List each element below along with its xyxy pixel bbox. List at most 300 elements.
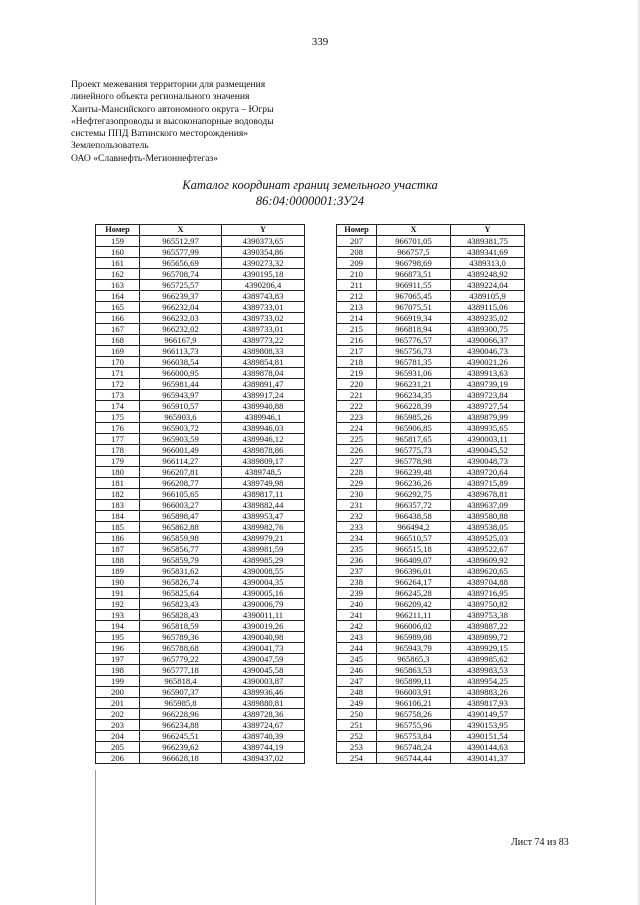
- cell-number: 238: [337, 577, 377, 588]
- cell-number: 221: [337, 390, 377, 401]
- cell-y: 4390003,11: [451, 434, 525, 445]
- cell-y: 4389882,44: [222, 500, 305, 511]
- cell-x: 965788,68: [140, 643, 222, 654]
- table-row: [96, 280, 305, 291]
- cell-number: 232: [337, 511, 377, 522]
- cell-y: 4389716,95: [451, 588, 525, 599]
- cell-number: 251: [337, 720, 377, 731]
- cell-x: 965758,26: [377, 709, 451, 720]
- cell-x: 965753,84: [377, 731, 451, 742]
- cell-y: 4389946,12: [222, 434, 305, 445]
- table-row: [96, 676, 305, 687]
- table-row: [96, 753, 305, 764]
- cell-y: 4389224,04: [451, 280, 525, 291]
- column-header-number: Номер: [337, 225, 377, 236]
- table-header-row: [337, 225, 525, 236]
- cell-y: 4389723,84: [451, 390, 525, 401]
- cell-x: 966239,48: [377, 467, 451, 478]
- table-row: [337, 698, 525, 709]
- cell-x: 965708,74: [140, 269, 222, 280]
- cell-y: 4389985,29: [222, 555, 305, 566]
- cell-number: 208: [337, 247, 377, 258]
- cell-number: 241: [337, 610, 377, 621]
- table-row: [337, 456, 525, 467]
- cell-number: 242: [337, 621, 377, 632]
- cell-number: 222: [337, 401, 377, 412]
- table-row: [337, 434, 525, 445]
- cell-number: 185: [96, 522, 140, 533]
- cell-x: 966515,18: [377, 544, 451, 555]
- cell-y: 4389313,0: [451, 258, 525, 269]
- cell-y: 4389946,03: [222, 423, 305, 434]
- table-row: [96, 247, 305, 258]
- cell-x: 965865,3: [377, 654, 451, 665]
- header-line: «Нефтегазопроводы и высоконапорные водоводы: [71, 115, 274, 127]
- cell-y: 4389525,03: [451, 533, 525, 544]
- cell-x: 966357,72: [377, 500, 451, 511]
- cell-x: 965744,44: [377, 753, 451, 764]
- cell-y: 4389733,01: [222, 324, 305, 335]
- table-row: [337, 423, 525, 434]
- project-header: [71, 79, 371, 165]
- table-row: [337, 445, 525, 456]
- cell-y: 4389985,62: [451, 654, 525, 665]
- table-header-row: [96, 225, 305, 236]
- cell-x: 966818,94: [377, 324, 451, 335]
- coordinates-table-left: [95, 224, 305, 764]
- table-row: [337, 577, 525, 588]
- cell-number: 216: [337, 335, 377, 346]
- cell-y: 4389917,24: [222, 390, 305, 401]
- cell-number: 237: [337, 566, 377, 577]
- cell-x: 965789,36: [140, 632, 222, 643]
- cell-x: 965755,96: [377, 720, 451, 731]
- cell-number: 181: [96, 478, 140, 489]
- cell-x: 965985,26: [377, 412, 451, 423]
- table-row: [96, 544, 305, 555]
- cell-x: 965779,22: [140, 654, 222, 665]
- cell-x: 965656,69: [140, 258, 222, 269]
- cell-x: 965856,77: [140, 544, 222, 555]
- cell-y: 4390141,37: [451, 753, 525, 764]
- cell-number: 235: [337, 544, 377, 555]
- table-row: [337, 280, 525, 291]
- cell-number: 186: [96, 533, 140, 544]
- cell-y: 4389953,47: [222, 511, 305, 522]
- cell-x: 966113,73: [140, 346, 222, 357]
- table-row: [96, 291, 305, 302]
- table-row: [96, 665, 305, 676]
- table-row: [96, 511, 305, 522]
- cell-x: 966234,88: [140, 720, 222, 731]
- cell-number: 164: [96, 291, 140, 302]
- cell-x: 966114,27: [140, 456, 222, 467]
- cell-y: 4389728,36: [222, 709, 305, 720]
- cell-y: 4389954,25: [451, 676, 525, 687]
- header-line: системы ППД Ватинского месторождения»: [71, 128, 249, 140]
- table-row: [337, 610, 525, 621]
- cell-y: 4389935,65: [451, 423, 525, 434]
- cell-x: 966494,2: [377, 522, 451, 533]
- cell-number: 199: [96, 676, 140, 687]
- cell-x: 966038,54: [140, 357, 222, 368]
- cell-number: 211: [337, 280, 377, 291]
- table-row: [337, 478, 525, 489]
- cell-x: 965943,79: [377, 643, 451, 654]
- table-row: [337, 643, 525, 654]
- table-row: [337, 742, 525, 753]
- cell-x: 965989,08: [377, 632, 451, 643]
- cell-y: 4389891,47: [222, 379, 305, 390]
- cell-x: 966003,91: [377, 687, 451, 698]
- cell-number: 190: [96, 577, 140, 588]
- cell-number: 207: [337, 236, 377, 247]
- cell-x: 966292,75: [377, 489, 451, 500]
- table-row: [96, 390, 305, 401]
- cell-y: 4389341,69: [451, 247, 525, 258]
- cell-x: 966264,17: [377, 577, 451, 588]
- cell-number: 195: [96, 632, 140, 643]
- cell-x: 966211,11: [377, 610, 451, 621]
- table-row: [337, 511, 525, 522]
- cell-number: 173: [96, 390, 140, 401]
- table-row: [337, 687, 525, 698]
- column-header-y: Y: [222, 225, 305, 236]
- cell-y: 4389522,67: [451, 544, 525, 555]
- cell-number: 218: [337, 357, 377, 368]
- cell-x: 966396,01: [377, 566, 451, 577]
- cell-number: 204: [96, 731, 140, 742]
- cell-number: 213: [337, 302, 377, 313]
- cell-y: 4389300,75: [451, 324, 525, 335]
- cell-number: 175: [96, 412, 140, 423]
- cell-y: 4389883,26: [451, 687, 525, 698]
- cell-y: 4389773,22: [222, 335, 305, 346]
- header-line: ОАО «Славнефть-Мегионнефтегаз»: [71, 152, 219, 164]
- cell-x: 966236,26: [377, 478, 451, 489]
- cell-number: 188: [96, 555, 140, 566]
- cell-y: 4389538,05: [451, 522, 525, 533]
- cell-y: 4390040,98: [222, 632, 305, 643]
- cell-y: 4389887,22: [451, 621, 525, 632]
- cell-y: 4389678,81: [451, 489, 525, 500]
- cell-number: 219: [337, 368, 377, 379]
- cell-number: 236: [337, 555, 377, 566]
- cell-y: 4389940,88: [222, 401, 305, 412]
- cell-y: 4389809,17: [222, 456, 305, 467]
- cell-number: 163: [96, 280, 140, 291]
- cell-x: 965776,57: [377, 335, 451, 346]
- table-row: [96, 731, 305, 742]
- table-body-left: [96, 236, 305, 764]
- cell-y: 4389749,98: [222, 478, 305, 489]
- cell-y: 4390066,37: [451, 335, 525, 346]
- catalog-title-line: Каталог координат границ земельного участка: [182, 178, 438, 192]
- cell-number: 234: [337, 533, 377, 544]
- cell-x: 966911,55: [377, 280, 451, 291]
- cell-number: 201: [96, 698, 140, 709]
- cell-x: 966701,05: [377, 236, 451, 247]
- cell-number: 193: [96, 610, 140, 621]
- table-row: [337, 588, 525, 599]
- table-row: [96, 610, 305, 621]
- cell-y: 4389946,1: [222, 412, 305, 423]
- cell-number: 214: [337, 313, 377, 324]
- table-row: [337, 632, 525, 643]
- table-row: [337, 346, 525, 357]
- cell-x: 966873,51: [377, 269, 451, 280]
- cell-number: 165: [96, 302, 140, 313]
- table-row: [337, 269, 525, 280]
- cell-y: 4389727,54: [451, 401, 525, 412]
- table-row: [96, 412, 305, 423]
- cell-number: 196: [96, 643, 140, 654]
- table-row: [337, 654, 525, 665]
- cell-number: 243: [337, 632, 377, 643]
- column-header-x: X: [140, 225, 222, 236]
- cell-y: 4389609,92: [451, 555, 525, 566]
- cell-x: 965943,97: [140, 390, 222, 401]
- cell-number: 248: [337, 687, 377, 698]
- cell-y: 4390354,86: [222, 247, 305, 258]
- table-row: [96, 533, 305, 544]
- cell-number: 227: [337, 456, 377, 467]
- table-row: [96, 456, 305, 467]
- cell-x: 965898,47: [140, 511, 222, 522]
- table-row: [337, 753, 525, 764]
- cell-y: 4389981,59: [222, 544, 305, 555]
- header-line: линейного объекта регионального значения: [71, 91, 250, 103]
- cell-y: 4390021,26: [451, 357, 525, 368]
- cell-x: 966006,02: [377, 621, 451, 632]
- table-row: [96, 500, 305, 511]
- cell-number: 202: [96, 709, 140, 720]
- cell-x: 966228,96: [140, 709, 222, 720]
- cell-y: 4390149,57: [451, 709, 525, 720]
- cell-y: 4390045,52: [451, 445, 525, 456]
- cell-number: 172: [96, 379, 140, 390]
- table-row: [96, 621, 305, 632]
- cell-number: 228: [337, 467, 377, 478]
- cell-x: 965899,11: [377, 676, 451, 687]
- cell-y: 4389620,65: [451, 566, 525, 577]
- table-row: [337, 335, 525, 346]
- cell-y: 4390003,87: [222, 676, 305, 687]
- cell-y: 4389580,88: [451, 511, 525, 522]
- cell-x: 967065,45: [377, 291, 451, 302]
- table-row: [337, 676, 525, 687]
- cell-x: 967075,51: [377, 302, 451, 313]
- table-row: [337, 236, 525, 247]
- table-row: [96, 687, 305, 698]
- cell-x: 966232,04: [140, 302, 222, 313]
- cell-y: 4389437,02: [222, 753, 305, 764]
- cell-x: 966208,77: [140, 478, 222, 489]
- cell-y: 4389808,33: [222, 346, 305, 357]
- cell-number: 180: [96, 467, 140, 478]
- cell-x: 965903,59: [140, 434, 222, 445]
- cell-y: 4389720,64: [451, 467, 525, 478]
- cell-x: 966798,69: [377, 258, 451, 269]
- table-row: [96, 599, 305, 610]
- cell-y: 4389739,19: [451, 379, 525, 390]
- cell-number: 252: [337, 731, 377, 742]
- cell-y: 4389637,09: [451, 500, 525, 511]
- cell-x: 965823,43: [140, 599, 222, 610]
- cell-y: 4389740,39: [222, 731, 305, 742]
- cell-y: 4389724,67: [222, 720, 305, 731]
- cell-y: 4389733,02: [222, 313, 305, 324]
- cell-number: 177: [96, 434, 140, 445]
- table-row: [96, 357, 305, 368]
- cell-number: 206: [96, 753, 140, 764]
- table-row: [96, 709, 305, 720]
- cell-number: 159: [96, 236, 140, 247]
- cell-y: 4390273,32: [222, 258, 305, 269]
- cell-number: 183: [96, 500, 140, 511]
- cadastral-number: 86:04:0000001:ЗУ24: [255, 193, 365, 208]
- cell-x: 965577,99: [140, 247, 222, 258]
- table-row: [337, 258, 525, 269]
- scan-edge-line: [95, 770, 96, 905]
- cell-number: 178: [96, 445, 140, 456]
- cell-x: 965818,4: [140, 676, 222, 687]
- table-row: [337, 412, 525, 423]
- cell-number: 245: [337, 654, 377, 665]
- cell-y: 4390045,58: [222, 665, 305, 676]
- column-header-number: Номер: [96, 225, 140, 236]
- cell-y: 4390019,26: [222, 621, 305, 632]
- cell-y: 4390004,35: [222, 577, 305, 588]
- coordinates-table-right: [336, 224, 525, 764]
- cell-number: 239: [337, 588, 377, 599]
- cell-x: 966209,42: [377, 599, 451, 610]
- cell-number: 209: [337, 258, 377, 269]
- table-row: [96, 379, 305, 390]
- table-row: [96, 302, 305, 313]
- table-row: [337, 247, 525, 258]
- cell-y: 4389878,86: [222, 445, 305, 456]
- table-row: [337, 302, 525, 313]
- cell-x: 966000,95: [140, 368, 222, 379]
- cell-number: 182: [96, 489, 140, 500]
- table-row: [337, 489, 525, 500]
- cell-x: 965818,59: [140, 621, 222, 632]
- cell-y: 4390008,55: [222, 566, 305, 577]
- cell-x: 966239,37: [140, 291, 222, 302]
- cell-number: 162: [96, 269, 140, 280]
- table-row: [337, 357, 525, 368]
- cell-x: 965903,6: [140, 412, 222, 423]
- table-row: [337, 599, 525, 610]
- table-row: [337, 500, 525, 511]
- cell-x: 966438,58: [377, 511, 451, 522]
- cell-x: 965985,8: [140, 698, 222, 709]
- cell-number: 224: [337, 423, 377, 434]
- cell-number: 160: [96, 247, 140, 258]
- cell-x: 965777,18: [140, 665, 222, 676]
- cell-number: 230: [337, 489, 377, 500]
- cell-y: 4390011,11: [222, 610, 305, 621]
- cell-y: 4389936,46: [222, 687, 305, 698]
- cell-number: 247: [337, 676, 377, 687]
- cell-number: 250: [337, 709, 377, 720]
- cell-number: 210: [337, 269, 377, 280]
- table-row: [337, 390, 525, 401]
- cell-x: 966105,65: [140, 489, 222, 500]
- cell-number: 166: [96, 313, 140, 324]
- cell-y: 4389817,93: [451, 698, 525, 709]
- cell-number: 212: [337, 291, 377, 302]
- cell-x: 966409,07: [377, 555, 451, 566]
- cell-y: 4390041,73: [222, 643, 305, 654]
- cell-number: 249: [337, 698, 377, 709]
- table-row: [337, 720, 525, 731]
- table-row: [96, 467, 305, 478]
- cell-x: 965828,43: [140, 610, 222, 621]
- header-line: Ханты-Мансийского автономного округа – Югры: [71, 103, 274, 115]
- table-row: [96, 632, 305, 643]
- table-row: [96, 324, 305, 335]
- table-row: [337, 379, 525, 390]
- cell-number: 169: [96, 346, 140, 357]
- cell-y: 4390373,65: [222, 236, 305, 247]
- table-row: [337, 555, 525, 566]
- table-row: [337, 533, 525, 544]
- cell-x: 966232,02: [140, 324, 222, 335]
- cell-y: 4389750,82: [451, 599, 525, 610]
- cell-x: 966228,39: [377, 401, 451, 412]
- cell-y: 4389854,81: [222, 357, 305, 368]
- cell-y: 4389115,06: [451, 302, 525, 313]
- page-number: 339: [311, 36, 329, 48]
- table-row: [96, 401, 305, 412]
- cell-y: 4390048,73: [451, 456, 525, 467]
- cell-number: 194: [96, 621, 140, 632]
- cell-x: 966245,51: [140, 731, 222, 742]
- cell-y: 4389880,81: [222, 698, 305, 709]
- cell-x: 966003,27: [140, 500, 222, 511]
- cell-number: 244: [337, 643, 377, 654]
- cell-y: 4390047,59: [222, 654, 305, 665]
- cell-x: 966757,5: [377, 247, 451, 258]
- header-line: Проект межевания территории для размещения: [71, 79, 266, 90]
- cell-number: 171: [96, 368, 140, 379]
- cell-x: 966628,18: [140, 753, 222, 764]
- cell-number: 220: [337, 379, 377, 390]
- table-row: [96, 742, 305, 753]
- table-row: [337, 313, 525, 324]
- cell-number: 184: [96, 511, 140, 522]
- table-row: [337, 731, 525, 742]
- table-row: [337, 467, 525, 478]
- cell-number: 187: [96, 544, 140, 555]
- cell-x: 966167,9: [140, 335, 222, 346]
- cell-y: 4389817,11: [222, 489, 305, 500]
- column-header-x: X: [377, 225, 451, 236]
- cell-x: 965775,73: [377, 445, 451, 456]
- cell-x: 965826,74: [140, 577, 222, 588]
- column-header-y: Y: [451, 225, 525, 236]
- cell-y: 4389979,21: [222, 533, 305, 544]
- cell-y: 4389381,75: [451, 236, 525, 247]
- cell-y: 4390153,95: [451, 720, 525, 731]
- cell-number: 168: [96, 335, 140, 346]
- cell-number: 240: [337, 599, 377, 610]
- cell-y: 4390195,18: [222, 269, 305, 280]
- cell-number: 167: [96, 324, 140, 335]
- table-row: [337, 544, 525, 555]
